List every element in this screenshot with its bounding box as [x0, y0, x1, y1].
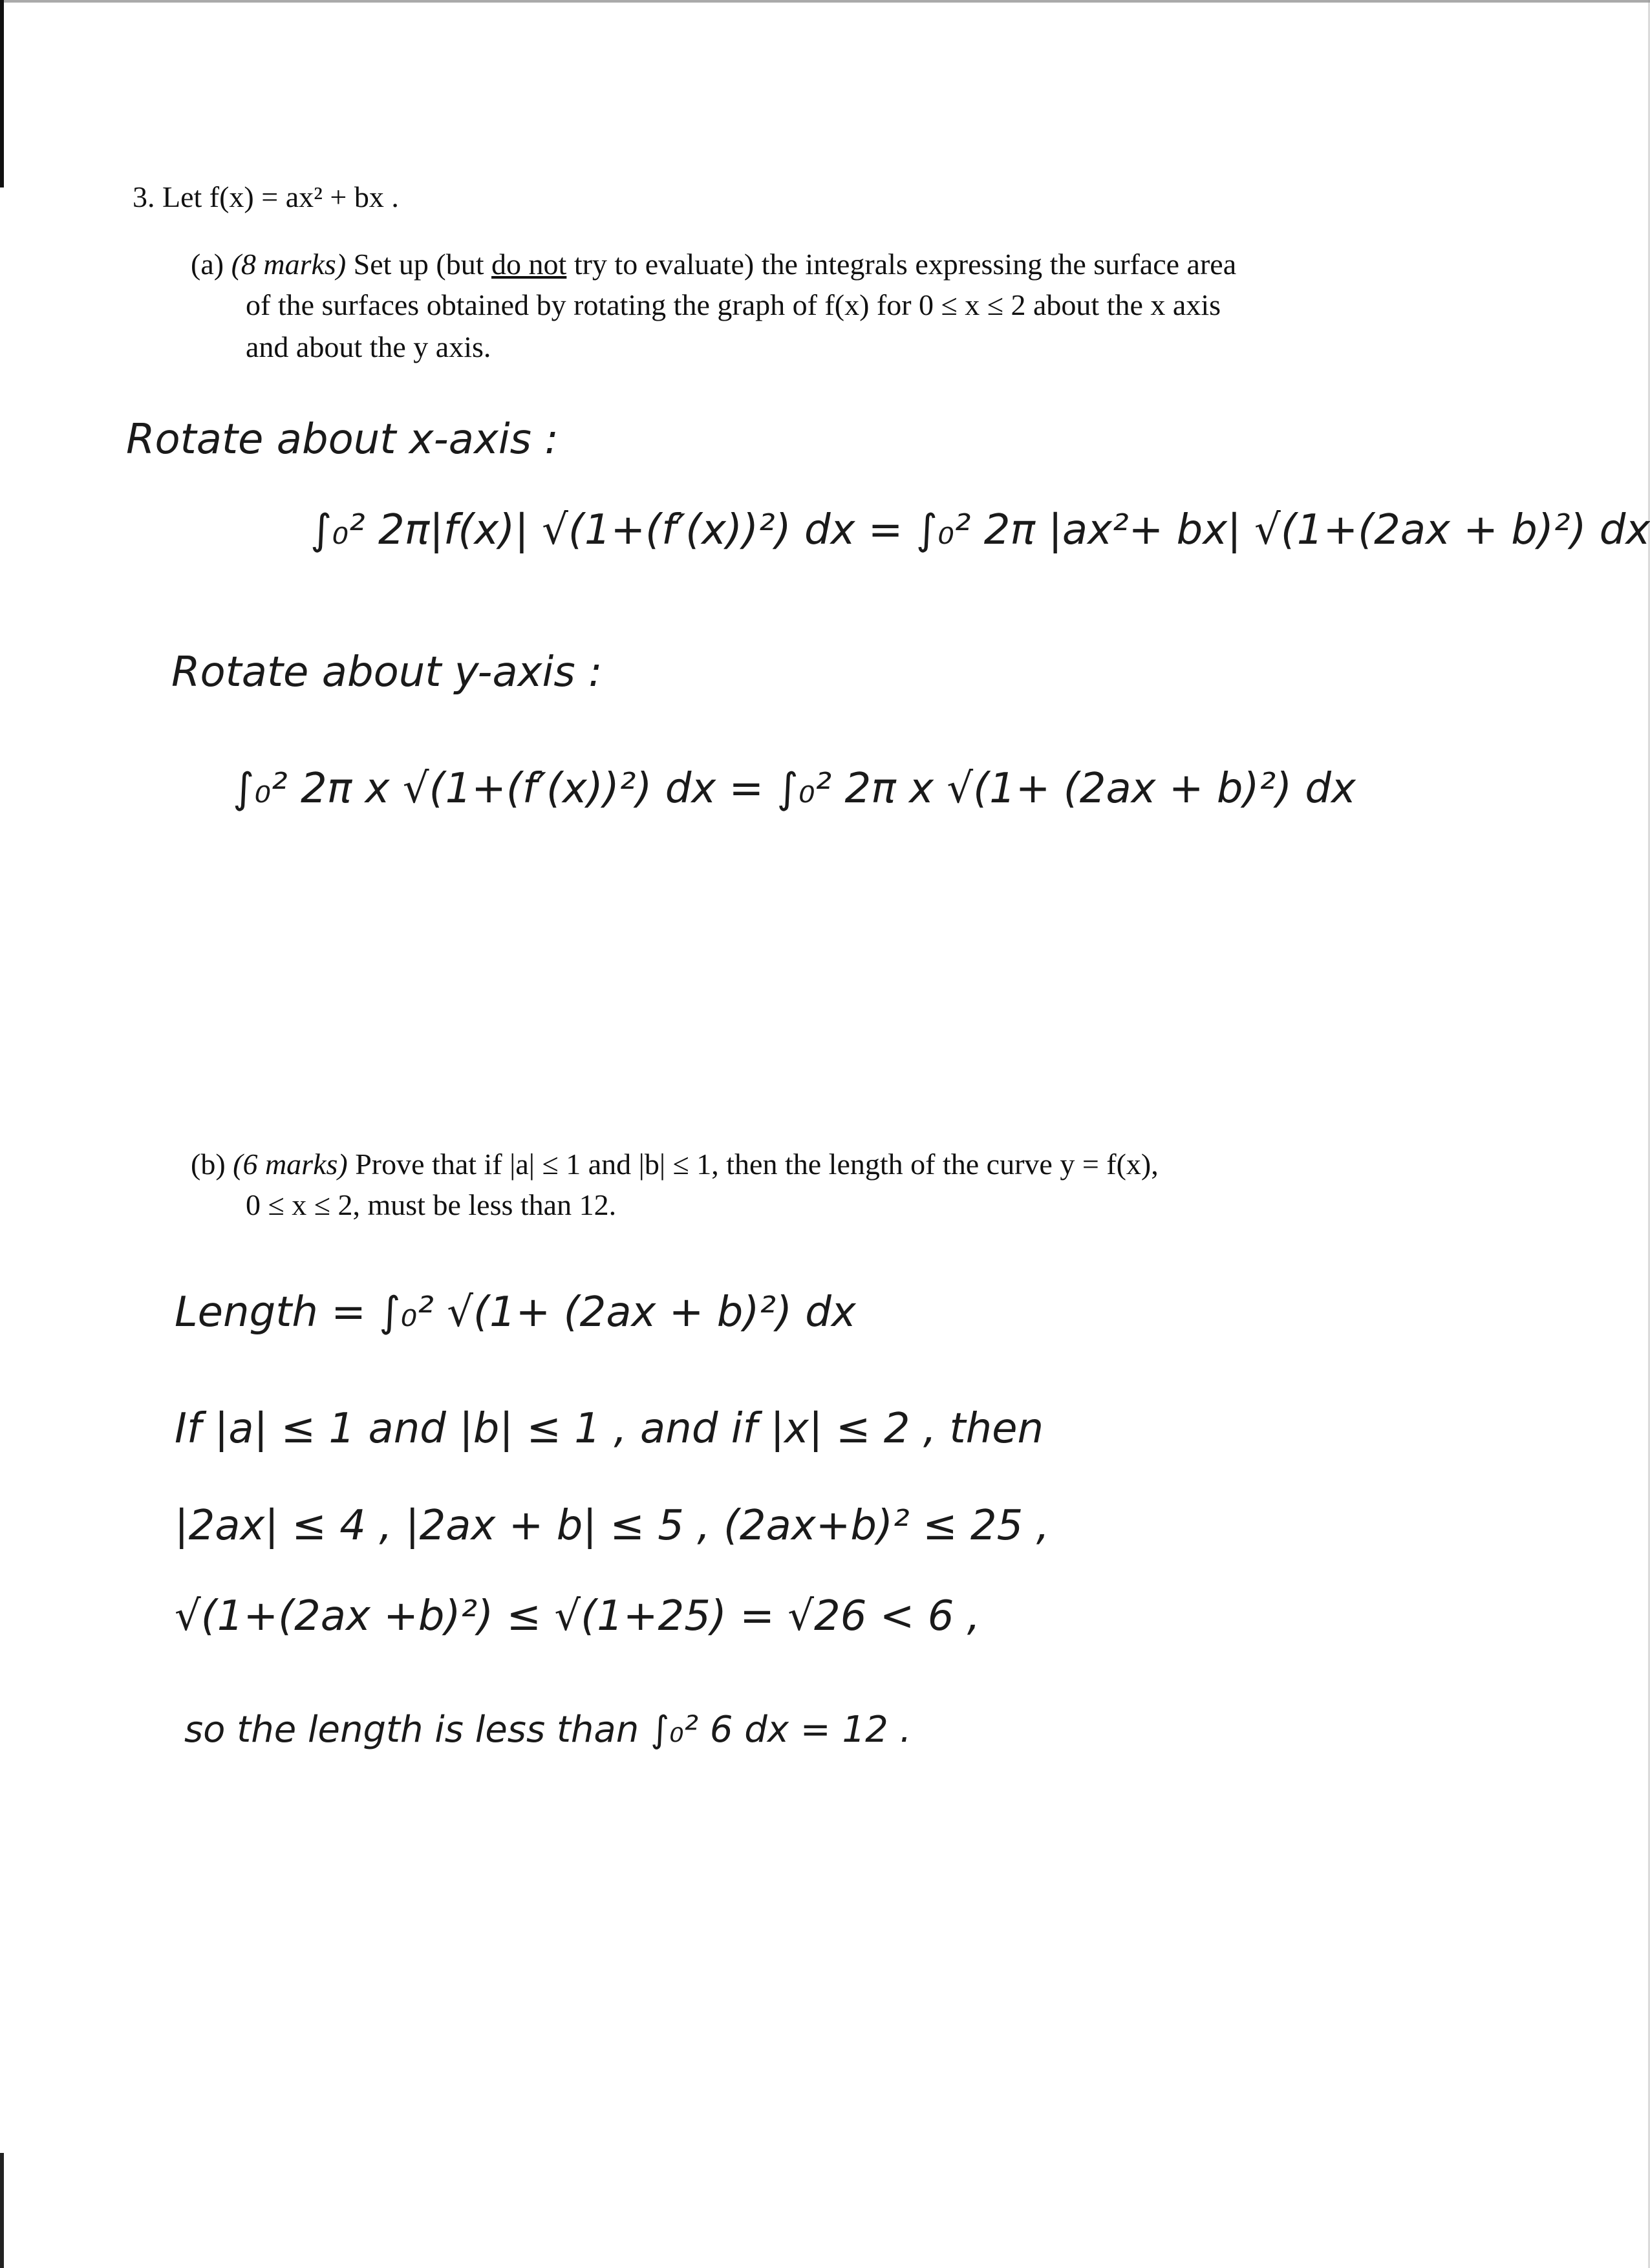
part-a-line-1	[191, 244, 1236, 284]
sqrt-bound: √(1+(2ax +b)²) ≤ √(1+25) = √26 < 6 ,	[175, 1592, 981, 1640]
scan-left-edge-bottom	[0, 2153, 4, 2268]
part-a-text-1: Set up (but	[353, 248, 484, 281]
part-a-label: (a)	[191, 248, 224, 281]
scan-left-edge	[0, 0, 4, 187]
part-b-line-1	[191, 1144, 1159, 1184]
bounds-assumption: If |a| ≤ 1 and |b| ≤ 1 , and if |x| ≤ 2 , then	[175, 1405, 1044, 1453]
part-a-text-2: try to evaluate) the integrals expressing the surface area	[573, 248, 1237, 281]
scan-top-edge	[0, 0, 1650, 3]
y-axis-heading: Rotate about y-axis :	[171, 648, 603, 696]
x-axis-heading: Rotate about x-axis :	[126, 416, 559, 464]
length-integral: Length = ∫₀² √(1+ (2ax + b)²) dx	[175, 1289, 856, 1336]
part-a-line-2: of the surfaces obtained by rotating the graph of f(x) for 0 ≤ x ≤ 2 about the x axis	[246, 288, 1221, 321]
problem-number: 3.	[133, 180, 155, 213]
part-a-line-3: and about the y axis.	[246, 330, 491, 363]
part-b-label: (b)	[191, 1148, 226, 1181]
part-b-marks: (6 marks)	[233, 1148, 348, 1181]
part-b-text: Prove that if |a| ≤ 1 and |b| ≤ 1, then the length of the curve y = f(x),	[355, 1148, 1159, 1181]
inequality-chain: |2ax| ≤ 4 , |2ax + b| ≤ 5 , (2ax+b)² ≤ 25 ,	[175, 1502, 1050, 1550]
conclusion: so the length is less than ∫₀² 6 dx = 12 .	[184, 1709, 912, 1751]
problem-statement	[133, 177, 399, 217]
problem-function: Let f(x) = ax² + bx .	[162, 180, 399, 213]
part-a-marks: (8 marks)	[231, 248, 347, 281]
part-a-emphasis: do not	[491, 248, 567, 281]
part-b-line-2: 0 ≤ x ≤ 2, must be less than 12.	[246, 1188, 617, 1221]
y-axis-surface-integral: ∫₀² 2π x √(1+(f′(x))²) dx = ∫₀² 2π x √(1+ (2ax + b)²) dx	[233, 765, 1356, 813]
x-axis-surface-integral: ∫₀² 2π|f(x)| √(1+(f′(x))²) dx = ∫₀² 2π |ax²+ bx| √(1+(2ax + b)²) dx	[310, 506, 1650, 554]
